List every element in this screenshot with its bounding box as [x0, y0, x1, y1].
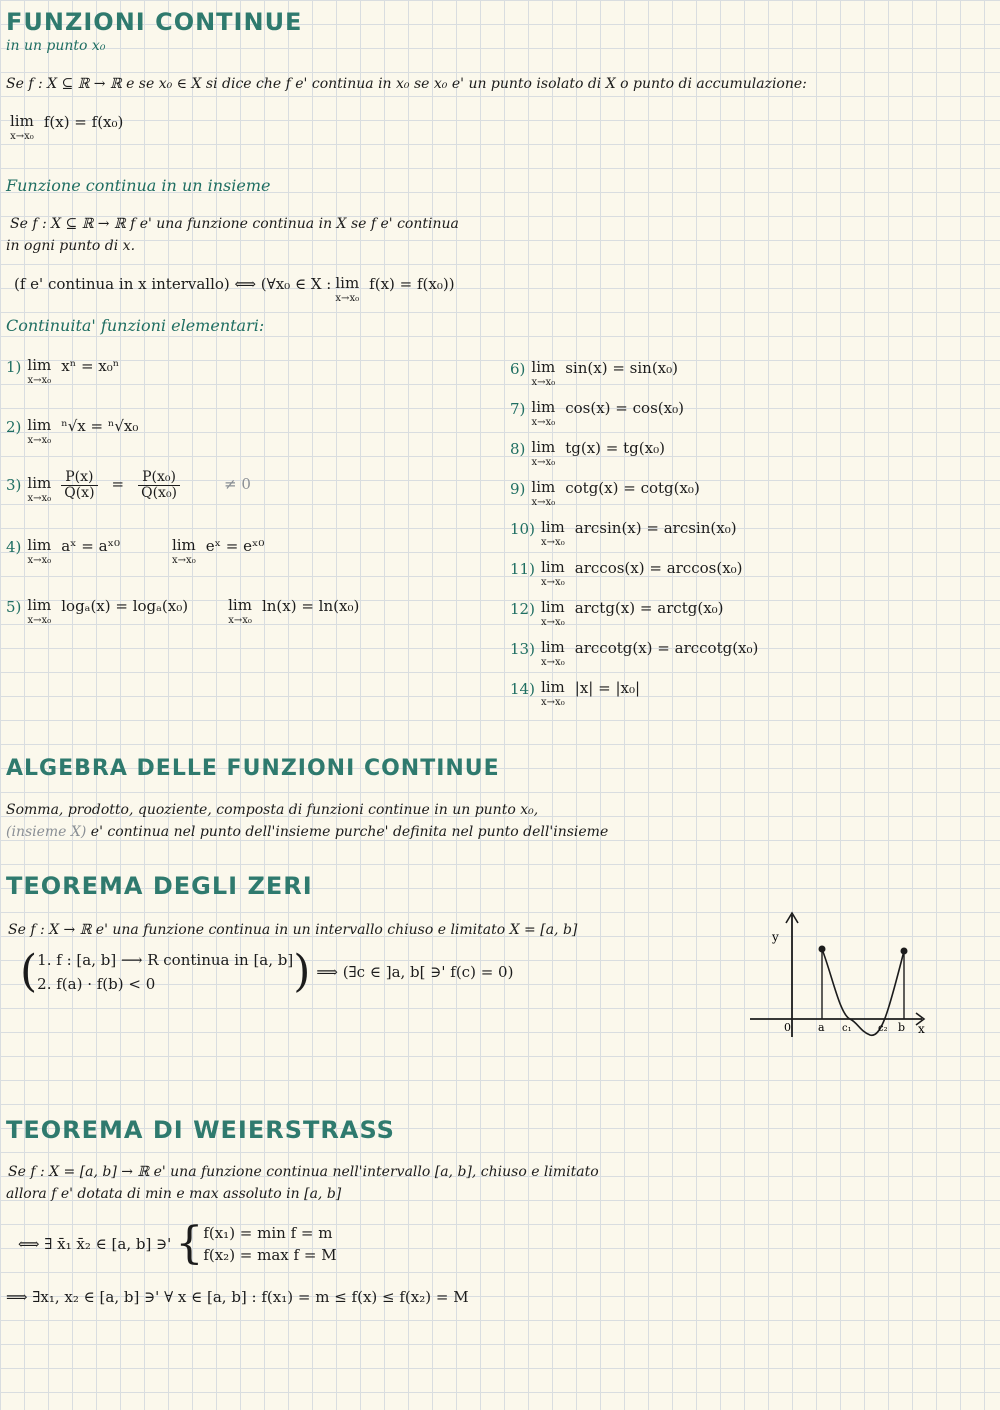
system-min: f(x₁) = min f = m — [203, 1224, 333, 1242]
zeros-condition-1: 1. f : [a, b] ⟶ R continua in [a, b] — [37, 951, 294, 969]
limit-operator — [531, 360, 555, 388]
limit-definition — [10, 114, 123, 142]
elementary-limit-2 — [6, 418, 138, 446]
title-algebra-funzioni-continue: ALGEBRA DELLE FUNZIONI CONTINUE — [6, 756, 500, 781]
denominator: Q(x) — [64, 485, 95, 502]
limit-expression: cos(x) = cos(x₀) — [565, 399, 684, 417]
limit-expression: arcsin(x) = arcsin(x₀) — [574, 519, 737, 537]
limit-expression: sin(x) = sin(x₀) — [565, 359, 678, 377]
x-axis-label: x — [918, 1022, 925, 1036]
elementary-limit-1 — [6, 358, 119, 386]
point-fa — [819, 946, 826, 953]
limit-expression: tg(x) = tg(x₀) — [565, 439, 665, 457]
limit-operator — [541, 640, 565, 668]
equivalence-right: f(x) = f(x₀)) — [369, 275, 455, 293]
lim-subscript: x→x₀ — [541, 537, 565, 548]
equals-sign: = — [111, 475, 125, 493]
c1-tick-label: c₁ — [842, 1023, 852, 1034]
zeros-conditions — [37, 951, 293, 993]
limit-operator — [172, 538, 196, 566]
lim-word: lim — [531, 438, 556, 456]
system-brace: { — [175, 1218, 204, 1269]
function-curve — [822, 949, 904, 1035]
item-number: 4) — [6, 538, 22, 556]
lim-word: lim — [540, 558, 565, 576]
limit-operator — [27, 476, 51, 504]
lim-word: lim — [27, 356, 52, 374]
set-continuity-equivalence — [14, 276, 455, 304]
lim-subscript: x→x₀ — [541, 657, 565, 668]
lim-word: lim — [531, 398, 556, 416]
lim-word: lim — [540, 598, 565, 616]
continuity-definition: Se f : X ⊆ ℝ → ℝ e se x₀ ∈ X si dice che f e' continua in x₀ se x₀ e' un punto isolato di X o punto di accumulazione: — [6, 76, 807, 92]
elementary-limit-6 — [510, 360, 678, 388]
limit-operator — [541, 520, 565, 548]
numerator: P(x₀) — [138, 470, 180, 486]
a-tick-label: a — [818, 1021, 825, 1034]
title-teorema-zeri: TEOREMA DEGLI ZERI — [6, 872, 313, 900]
limit-expression: |x| = |x₀| — [574, 679, 641, 697]
item-number: 8) — [510, 440, 526, 458]
weierstrass-final: ⟹ ∃x₁, x₂ ∈ [a, b] ∋' ∀ x ∈ [a, b] : f(x₁) = m ≤ f(x) ≤ f(x₂) = M — [6, 1288, 469, 1306]
lim-subscript: x→x₀ — [27, 493, 52, 504]
limit-operator — [27, 598, 51, 626]
elementary-limit-7 — [510, 400, 684, 428]
zeros-hypothesis: Se f : X → ℝ e' una funzione continua in un intervallo chiuso e limitato X = [a, b] — [8, 922, 578, 938]
origin-label: 0 — [784, 1021, 791, 1034]
elementary-limit-3 — [6, 469, 251, 504]
lim-subscript: x→x₀ — [335, 293, 360, 304]
weierstrass-equivalence — [18, 1218, 337, 1269]
lim-word: lim — [27, 416, 52, 434]
item-number: 3) — [6, 476, 22, 494]
lim-subscript: x→x₀ — [541, 697, 565, 708]
algebra-muted-note: (insieme X) — [6, 824, 87, 840]
limit-expression: arctg(x) = arctg(x₀) — [574, 599, 724, 617]
zeros-statement — [20, 946, 514, 997]
elementary-limit-8 — [510, 440, 665, 468]
algebra-line2 — [6, 824, 608, 840]
lim-word: lim — [228, 596, 252, 614]
limit-expression-exp: eˣ = eˣ⁰ — [205, 537, 265, 555]
limit-operator — [10, 114, 34, 142]
fraction-pq — [61, 470, 97, 502]
system-max: f(x₂) = max f = M — [203, 1246, 337, 1264]
lim-subscript: x→x₀ — [531, 377, 556, 388]
elementary-limit-12 — [510, 600, 724, 628]
elementary-limit-4 — [6, 538, 264, 566]
item-number: 14) — [510, 680, 535, 698]
lim-subscript: x→x₀ — [172, 555, 196, 566]
limit-operator — [531, 480, 555, 508]
limit-operator — [228, 598, 252, 626]
lim-word: lim — [27, 536, 52, 554]
item-number: 1) — [6, 358, 22, 376]
set-continuity-line1: Se f : X ⊆ ℝ → ℝ f e' una funzione continua in X se f e' continua — [10, 216, 459, 232]
lim-subscript: x→x₀ — [27, 555, 52, 566]
c2-tick-label: c₂ — [878, 1023, 888, 1034]
elementary-limit-14 — [510, 680, 640, 708]
point-fb — [901, 948, 908, 955]
b-tick-label: b — [898, 1021, 906, 1034]
zeros-conclusion: ⟹ (∃c ∈ ]a, b[ ∋' f(c) = 0) — [316, 963, 514, 981]
set-continuity-line2: in ogni punto di x. — [6, 238, 136, 254]
lim-subscript: x→x₀ — [531, 457, 556, 468]
limit-expression: arccos(x) = arccos(x₀) — [574, 559, 743, 577]
algebra-line2-text: e' continua nel punto dell'insieme purche' definita nel punto dell'insieme — [90, 824, 609, 840]
lim-word: lim — [27, 474, 52, 492]
limit-operator — [335, 276, 359, 304]
limit-expression-ln: ln(x) = ln(x₀) — [261, 597, 360, 615]
item-number: 11) — [510, 560, 535, 578]
lim-word: lim — [540, 518, 565, 536]
item-number: 13) — [510, 640, 535, 658]
item-number: 7) — [510, 400, 526, 418]
lim-subscript: x→x₀ — [531, 417, 556, 428]
item-number: 12) — [510, 600, 535, 618]
limit-operator — [27, 418, 51, 446]
title-continuita-elementari: Continuita' funzioni elementari: — [6, 316, 265, 335]
limit-expression: aˣ = aˣ⁰ — [61, 537, 120, 555]
algebra-line1: Somma, prodotto, quoziente, composta di funzioni continue in un punto x₀, — [6, 802, 539, 818]
limit-operator — [531, 440, 555, 468]
limit-operator — [27, 358, 51, 386]
limit-operator — [541, 600, 565, 628]
title-funzioni-continue: FUNZIONI CONTINUE — [6, 8, 303, 36]
lim-subscript: x→x₀ — [27, 375, 52, 386]
elementary-limit-10 — [510, 520, 737, 548]
lim-word: lim — [171, 536, 196, 554]
elementary-limit-13 — [510, 640, 758, 668]
lim-subscript: x→x₀ — [531, 497, 556, 508]
item-number: 2) — [6, 418, 22, 436]
lim-word: lim — [27, 596, 52, 614]
subtitle-in-un-punto: in un punto x₀ — [6, 38, 106, 54]
item-number: 6) — [510, 360, 526, 378]
zeros-condition-2: 2. f(a) · f(b) < 0 — [37, 975, 156, 993]
limit-expression: ⁿ√x = ⁿ√x₀ — [61, 417, 139, 435]
numerator: P(x) — [61, 470, 97, 486]
limit-operator — [541, 680, 565, 708]
limit-expression: logₐ(x) = logₐ(x₀) — [61, 597, 189, 615]
lim-word: lim — [540, 678, 565, 696]
limit-expression: xⁿ = x₀ⁿ — [61, 357, 120, 375]
title-funzione-continua-insieme: Funzione continua in un insieme — [6, 176, 271, 195]
equivalence-left: (f e' continua in x intervallo) ⟺ (∀x₀ ∈ X : — [14, 275, 332, 293]
lim-word: lim — [531, 478, 556, 496]
lim-word: lim — [335, 274, 360, 292]
limit-expression: f(x) = f(x₀) — [43, 113, 124, 131]
elementary-limit-5 — [6, 598, 359, 626]
fraction-pq-x0 — [138, 470, 180, 502]
lim-subscript: x→x₀ — [27, 435, 52, 446]
lim-word: lim — [531, 358, 556, 376]
limit-operator — [541, 560, 565, 588]
denominator: Q(x₀) — [141, 485, 178, 502]
item-number: 9) — [510, 480, 526, 498]
weierstrass-line2: allora f e' dotata di min e max assoluto in [a, b] — [6, 1186, 342, 1202]
weierstrass-eq-left: ⟺ ∃ x̄₁ x̄₂ ∈ [a, b] ∋' — [18, 1235, 172, 1253]
elementary-limit-11 — [510, 560, 743, 588]
lim-subscript: x→x₀ — [10, 131, 34, 142]
left-paren: ( — [20, 946, 38, 997]
limit-operator — [531, 400, 555, 428]
zeros-theorem-graph — [750, 905, 990, 1045]
item-number: 10) — [510, 520, 535, 538]
right-paren: ) — [293, 946, 311, 997]
weierstrass-line1: Se f : X = [a, b] → ℝ e' una funzione continua nell'intervallo [a, b], chiuso e limitato — [8, 1164, 599, 1180]
item-number: 5) — [6, 598, 22, 616]
limit-expression: cotg(x) = cotg(x₀) — [565, 479, 700, 497]
lim-subscript: x→x₀ — [541, 617, 565, 628]
lim-subscript: x→x₀ — [228, 615, 252, 626]
lim-word: lim — [10, 112, 34, 130]
lim-subscript: x→x₀ — [27, 615, 52, 626]
y-axis-label: y — [772, 930, 779, 944]
limit-expression: arccotg(x) = arccotg(x₀) — [574, 639, 759, 657]
weierstrass-system — [203, 1224, 336, 1264]
lim-subscript: x→x₀ — [541, 577, 565, 588]
elementary-limit-9 — [510, 480, 700, 508]
lim-word: lim — [540, 638, 565, 656]
nonzero-note: ≠ 0 — [224, 475, 251, 493]
limit-operator — [27, 538, 51, 566]
title-teorema-weierstrass: TEOREMA DI WEIERSTRASS — [6, 1116, 395, 1144]
